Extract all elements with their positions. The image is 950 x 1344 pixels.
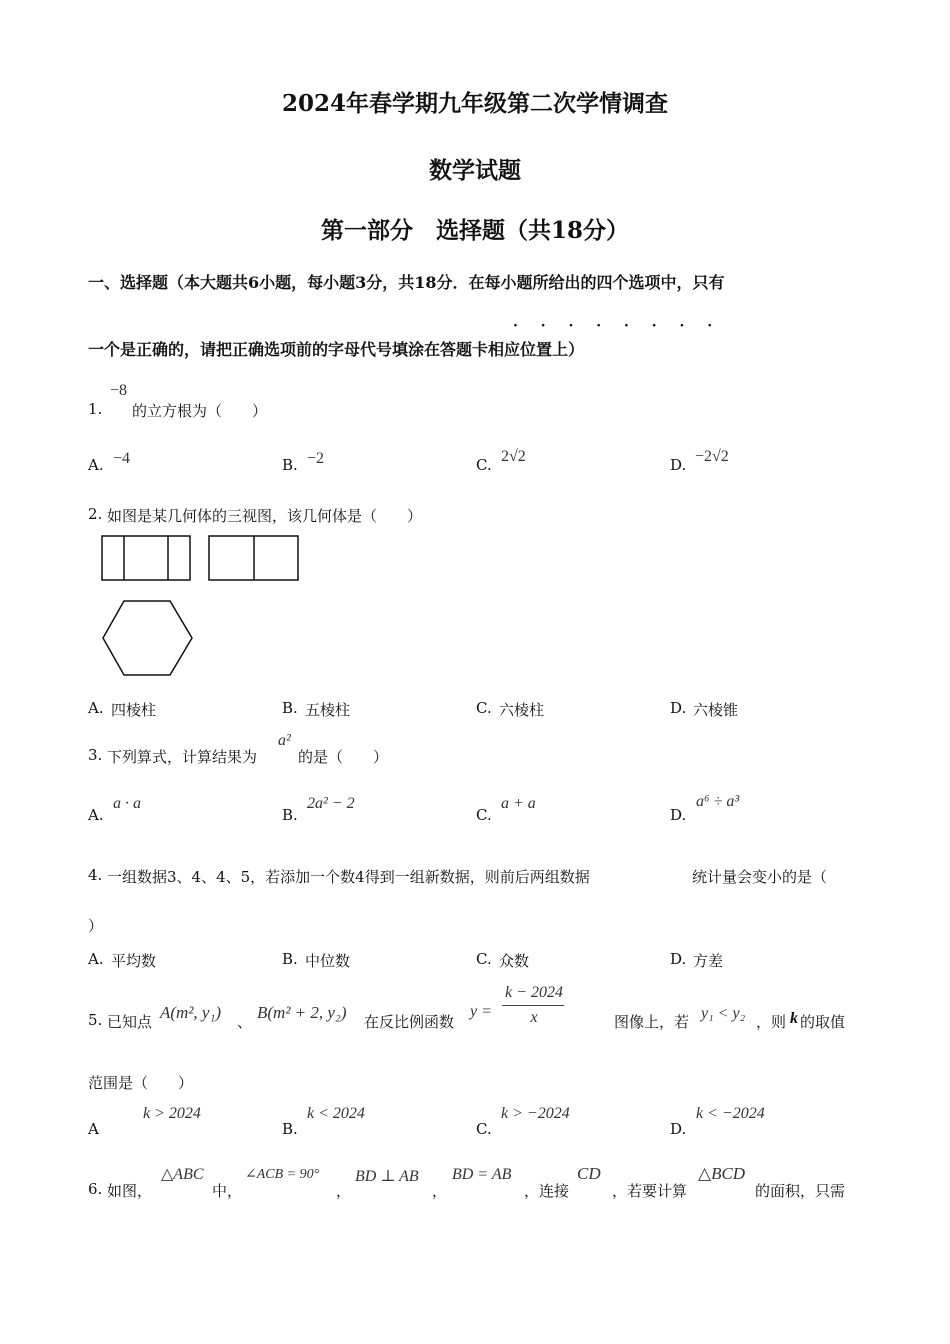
q4-option-c-value: 众数 xyxy=(499,952,530,970)
q3-option-a-label: A. xyxy=(88,806,104,824)
q4-option-b-value: 中位数 xyxy=(305,952,351,970)
q6-text-c: ，连接 xyxy=(524,1182,570,1200)
q5-number: 5. xyxy=(88,1011,103,1029)
q4-option-a-label: A. xyxy=(88,950,104,968)
q6-segment-cd: CD xyxy=(577,1164,601,1183)
q2-text: 如图是某几何体的三视图，该几何体是（ ） xyxy=(107,507,423,525)
q5-option-c-label: C. xyxy=(476,1120,492,1138)
part-title: 第一部分 选择题（共18分） xyxy=(320,217,629,244)
q6-angle: ∠ACB = 90° xyxy=(245,1167,320,1182)
q1-option-c-label: C. xyxy=(476,456,492,474)
q1-option-b-value: −2 xyxy=(307,450,325,467)
q4-option-d-label: D. xyxy=(670,950,687,968)
q6-text-e: 的面积，只需 xyxy=(755,1182,846,1200)
q2-option-b-label: B. xyxy=(282,699,298,717)
q4-option-b-label: B. xyxy=(282,950,298,968)
q5-text-b: 在反比例函数 xyxy=(364,1013,455,1031)
side-view-figure xyxy=(207,534,303,582)
q4-number: 4. xyxy=(88,866,103,884)
q2-option-a-label: A. xyxy=(88,699,104,717)
q6-comma-2: ， xyxy=(432,1182,448,1200)
front-view-figure xyxy=(100,534,204,582)
q1-math: −8 xyxy=(110,382,128,399)
q2-option-c-value: 六棱柱 xyxy=(499,701,545,719)
q6-perpendicular: BD ⊥ AB xyxy=(355,1168,419,1185)
q3-option-b-label: B. xyxy=(282,806,298,824)
q4-option-d-value: 方差 xyxy=(693,952,724,970)
q6-text-a: 如图， xyxy=(107,1182,153,1200)
q5-separator: 、 xyxy=(237,1013,253,1031)
q1-option-b-label: B. xyxy=(282,456,298,474)
q5-option-b-value: k < 2024 xyxy=(307,1105,365,1122)
q5-point-b: B(m² + 2, y₂) xyxy=(257,1003,347,1022)
q1-text: 的立方根为（ ） xyxy=(132,402,268,420)
q6-triangle-bcd: △BCD xyxy=(698,1164,746,1183)
q1-option-a-value: −4 xyxy=(113,450,131,467)
q5-func-denominator: x xyxy=(530,1009,538,1026)
q3-number: 3. xyxy=(88,746,103,764)
q4-text-a: 一组数据3、4、4、5，若添加一个数4得到一组新数据，则前后两组数据 xyxy=(107,868,590,886)
q5-text-f: 范围是（ ） xyxy=(88,1074,194,1092)
q2-option-d-value: 六棱锥 xyxy=(693,701,739,719)
q5-func-numerator: k − 2024 xyxy=(505,984,563,1001)
q6-comma-1: ， xyxy=(336,1182,352,1200)
q1-option-d-label: D. xyxy=(670,456,687,474)
q3-option-d-label: D. xyxy=(670,806,687,824)
q5-option-a-label: A xyxy=(88,1120,99,1138)
q5-option-a-value: k > 2024 xyxy=(143,1105,201,1122)
q5-text-a: 已知点 xyxy=(107,1013,153,1031)
q6-text-b: 中， xyxy=(212,1182,243,1200)
q3-option-c-value: a + a xyxy=(501,795,536,812)
q6-triangle-abc: △ABC xyxy=(161,1166,204,1183)
q5-condition: y₁ < y₂ xyxy=(701,1005,746,1022)
q5-option-d-value: k < −2024 xyxy=(696,1105,765,1122)
q3-text-a: 下列算式，计算结果为 xyxy=(107,748,258,766)
q2-option-b-value: 五棱柱 xyxy=(305,701,351,719)
q5-text-c: 图像上，若 xyxy=(614,1013,690,1031)
q5-point-a: A(m², y₁) xyxy=(160,1003,222,1022)
q5-text-d: ，则 xyxy=(756,1013,787,1031)
q5-option-b-label: B. xyxy=(282,1120,298,1138)
q2-number: 2. xyxy=(88,505,103,523)
q5-option-c-value: k > −2024 xyxy=(501,1105,570,1122)
section-instruction-line1: 一、选择题（本大题共6小题，每小题3分，共18分．在每小题所给出的四个选项中，只有 xyxy=(88,273,725,292)
q3-option-d-value: a⁶ ÷ a³ xyxy=(696,793,740,810)
q3-option-a-value: a · a xyxy=(113,795,141,812)
q3-text-b: 的是（ ） xyxy=(298,748,389,766)
emphasis-dots: · · · · · · · · xyxy=(513,318,722,334)
q6-equal-sides: BD = AB xyxy=(452,1166,512,1183)
q2-option-a-value: 四棱柱 xyxy=(111,701,157,719)
q4-option-c-label: C. xyxy=(476,950,492,968)
q2-option-c-label: C. xyxy=(476,699,492,717)
q5-option-d-label: D. xyxy=(670,1120,687,1138)
q6-text-d: ，若要计算 xyxy=(612,1182,688,1200)
q5-func-y: y = xyxy=(470,1003,492,1020)
q6-number: 6. xyxy=(88,1180,103,1198)
q3-math: a² xyxy=(278,732,291,749)
q3-option-b-value: 2a² − 2 xyxy=(307,795,355,812)
top-view-hexagon xyxy=(100,598,196,680)
q5-text-e: 的取值 xyxy=(800,1013,846,1031)
subject-title: 数学试题 xyxy=(429,157,521,184)
q5-fraction-bar xyxy=(502,1005,564,1006)
q4-text-b: 统计量会变小的是（ xyxy=(692,868,828,886)
page-title: 2024年春学期九年级第二次学情调查 xyxy=(281,90,668,117)
q1-option-a-label: A. xyxy=(88,456,104,474)
q1-number: 1. xyxy=(88,400,103,418)
q1-option-c-value: 2√2 xyxy=(501,448,526,465)
q4-text-c: ） xyxy=(88,917,104,935)
q2-option-d-label: D. xyxy=(670,699,687,717)
q4-option-a-value: 平均数 xyxy=(111,952,157,970)
q1-option-d-value: −2√2 xyxy=(695,448,729,465)
section-instruction-line2: 一个是正确的，请把正确选项前的字母代号填涂在答题卡相应位置上） xyxy=(88,340,585,359)
q5-k: k xyxy=(790,1010,798,1027)
q3-option-c-label: C. xyxy=(476,806,492,824)
